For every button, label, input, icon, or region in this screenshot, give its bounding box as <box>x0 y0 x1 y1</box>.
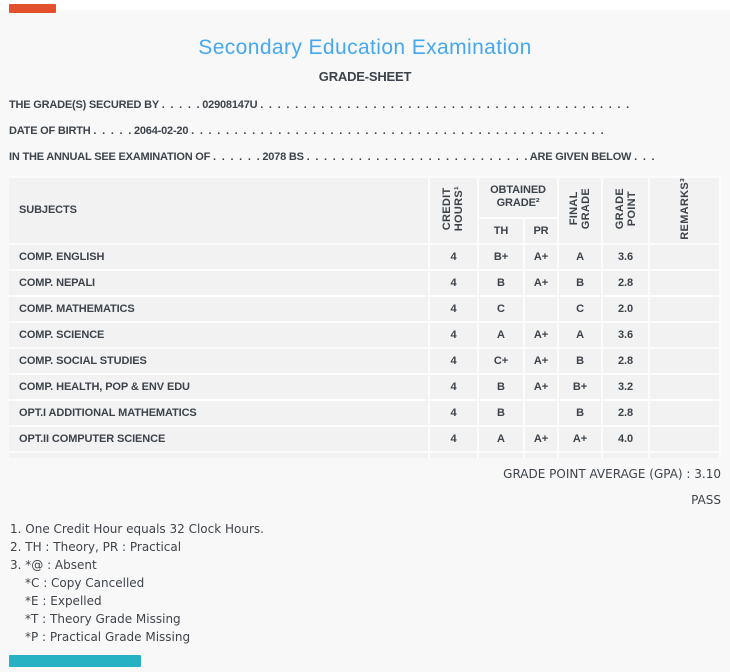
pr-grade-cell: A+ <box>524 426 558 452</box>
final-grade-cell: A+ <box>558 426 602 452</box>
remarks-cell <box>649 374 720 400</box>
table-row <box>9 374 720 400</box>
top-accent-bar <box>9 4 56 13</box>
remarks-cell <box>649 244 720 270</box>
subject-cell: COMP. NEPALI <box>9 270 429 296</box>
statement-dots: . . . . . <box>161 99 200 111</box>
statement-dots: . . . . . <box>93 125 132 137</box>
col-header-grade-point <box>602 177 649 244</box>
remarks-cell <box>649 348 720 374</box>
subject-cell: COMP. SCIENCE <box>9 322 429 348</box>
subject-cell: COMP. ENGLISH <box>9 244 429 270</box>
footnote-th-pr: 2. TH : Theory, PR : Practical <box>10 539 182 554</box>
th-grade-cell: A <box>478 322 524 348</box>
final-grade-cell: B <box>558 270 602 296</box>
th-grade-cell: B <box>478 400 524 426</box>
footnote-expelled: *E : Expelled <box>25 593 102 608</box>
statement-value-exam-year: 2078 BS <box>262 151 304 163</box>
summary-block <box>9 466 721 508</box>
table-row <box>9 348 720 374</box>
th-grade-cell: C <box>478 296 524 322</box>
grade-point-vertical-label <box>614 188 638 229</box>
statement-dots: . . . . . . . . . . . . . . . . . . . . . . . . . . . . . . . . . . . . . . . . . . . <box>260 99 629 111</box>
pr-grade-cell: A+ <box>524 348 558 374</box>
page-title: Secondary Education Examination <box>198 36 532 59</box>
grade-point-cell: 3.6 <box>602 244 649 270</box>
col-header-final-grade <box>558 177 602 244</box>
th-grade-cell: B <box>478 374 524 400</box>
credit-label-line1: CREDIT <box>441 187 454 231</box>
pr-grade-cell <box>524 400 558 426</box>
credit-hours-cell: 4 <box>429 348 478 374</box>
footnote-practical-missing: *P : Practical Grade Missing <box>25 629 191 644</box>
final-grade-label-line1: FINAL <box>568 191 580 226</box>
credit-hours-cell: 4 <box>429 296 478 322</box>
footnote-theory-missing: *T : Theory Grade Missing <box>25 611 181 626</box>
pr-grade-cell <box>524 296 558 322</box>
credit-hours-cell: 4 <box>429 322 478 348</box>
table-row <box>9 322 720 348</box>
result-status: PASS <box>691 492 721 507</box>
remarks-vertical-label: REMARKS³ <box>678 178 691 240</box>
subject-cell: OPT.I ADDITIONAL MATHEMATICS <box>9 400 429 426</box>
remarks-cell <box>649 400 720 426</box>
grade-point-cell: 2.8 <box>602 348 649 374</box>
final-grade-vertical-label <box>568 188 592 229</box>
table-row <box>9 400 720 426</box>
statement-suffix: ARE GIVEN BELOW <box>529 151 632 163</box>
tail-cell <box>478 452 524 458</box>
credit-hours-cell: 4 <box>429 244 478 270</box>
statement-dots: . . . . . . . . . . . . . . . . . . . . . . . . . . <box>306 151 528 163</box>
grade-point-cell: 2.0 <box>602 296 649 322</box>
table-row <box>9 296 720 322</box>
remarks-cell <box>649 322 720 348</box>
remarks-cell <box>649 270 720 296</box>
pr-grade-cell: A+ <box>524 244 558 270</box>
pr-grade-cell: A+ <box>524 322 558 348</box>
col-header-subjects: SUBJECTS <box>9 177 429 244</box>
grade-point-cell: 4.0 <box>602 426 649 452</box>
remarks-cell <box>649 296 720 322</box>
final-grade-cell: A <box>558 322 602 348</box>
statement-value-dob: 2064-02-20 <box>133 125 189 137</box>
col-header-credit-hours <box>429 177 478 244</box>
th-grade-cell: C+ <box>478 348 524 374</box>
subject-cell: COMP. MATHEMATICS <box>9 296 429 322</box>
page-subtitle: GRADE-SHEET <box>318 69 412 84</box>
statement-value-symbol-number: 02908147U <box>202 99 258 111</box>
tail-cell <box>649 452 720 458</box>
subject-cell: COMP. SOCIAL STUDIES <box>9 348 429 374</box>
tail-cell <box>524 452 558 458</box>
col-header-remarks <box>649 177 720 244</box>
th-grade-cell: B <box>478 270 524 296</box>
tail-cell <box>429 452 478 458</box>
tail-cell <box>602 452 649 458</box>
th-grade-cell: B+ <box>478 244 524 270</box>
statement-dots: . . . <box>634 151 655 163</box>
footnote-copy-cancelled: *C : Copy Cancelled <box>25 575 145 590</box>
credit-hours-cell: 4 <box>429 270 478 296</box>
statement-line-date-of-birth <box>9 118 721 144</box>
statement-prefix: DATE OF BIRTH <box>9 125 91 137</box>
subject-cell: OPT.II COMPUTER SCIENCE <box>9 426 429 452</box>
grade-point-cell: 2.8 <box>602 270 649 296</box>
table-row <box>9 426 720 452</box>
final-grade-cell: C <box>558 296 602 322</box>
col-header-th: TH <box>478 218 524 244</box>
obtained-grade-label-line2: GRADE² <box>496 197 540 210</box>
statement-dots: . . . . . . . . . . . . . . . . . . . . . . . . . . . . . . . . . . . . . . . . . . . . . . . . <box>191 125 604 137</box>
pr-grade-cell: A+ <box>524 374 558 400</box>
credit-label-line2: HOURS¹ <box>453 186 466 232</box>
final-grade-cell: A <box>558 244 602 270</box>
grade-point-cell: 3.2 <box>602 374 649 400</box>
footnote-credit-hour: 1. One Credit Hour equals 32 Clock Hours. <box>10 521 264 536</box>
statement-dots: . . . . . . <box>213 151 260 163</box>
statement-block <box>9 92 721 170</box>
tail-cell <box>9 452 429 458</box>
grade-point-cell: 2.8 <box>602 400 649 426</box>
grade-table <box>9 176 721 458</box>
credit-hours-cell: 4 <box>429 426 478 452</box>
statement-line-exam-year <box>9 144 721 170</box>
tail-cell <box>558 452 602 458</box>
footnotes-block <box>9 520 721 646</box>
grade-point-label-line1: GRADE <box>613 188 626 230</box>
grade-point-cell: 3.6 <box>602 322 649 348</box>
credit-hours-cell: 4 <box>429 400 478 426</box>
th-grade-cell: A <box>478 426 524 452</box>
final-grade-cell: B+ <box>558 374 602 400</box>
subject-cell: COMP. HEALTH, POP & ENV EDU <box>9 374 429 400</box>
bottom-accent-bar <box>9 655 141 667</box>
grade-point-label-line2: POINT <box>625 191 638 227</box>
grade-sheet-page <box>0 36 730 646</box>
gpa-line: GRADE POINT AVERAGE (GPA) : 3.10 <box>503 466 721 481</box>
col-header-pr: PR <box>524 218 558 244</box>
final-grade-cell: B <box>558 348 602 374</box>
table-tail-row <box>9 452 720 458</box>
statement-prefix: THE GRADE(S) SECURED BY <box>9 99 159 111</box>
obtained-grade-label-line1: OBTAINED <box>490 184 546 197</box>
statement-prefix: IN THE ANNUAL SEE EXAMINATION OF <box>9 151 211 163</box>
footnote-absent: 3. *@ : Absent <box>10 557 97 572</box>
final-grade-label-line2: GRADE <box>580 188 592 230</box>
table-row <box>9 244 720 270</box>
statement-line-secured-by <box>9 92 721 118</box>
pr-grade-cell: A+ <box>524 270 558 296</box>
remarks-cell <box>649 426 720 452</box>
col-header-obtained-grade <box>478 177 558 218</box>
credit-hours-cell: 4 <box>429 374 478 400</box>
table-row <box>9 270 720 296</box>
final-grade-cell: B <box>558 400 602 426</box>
top-white-strip <box>0 0 730 10</box>
credit-hours-vertical-label <box>441 186 465 231</box>
